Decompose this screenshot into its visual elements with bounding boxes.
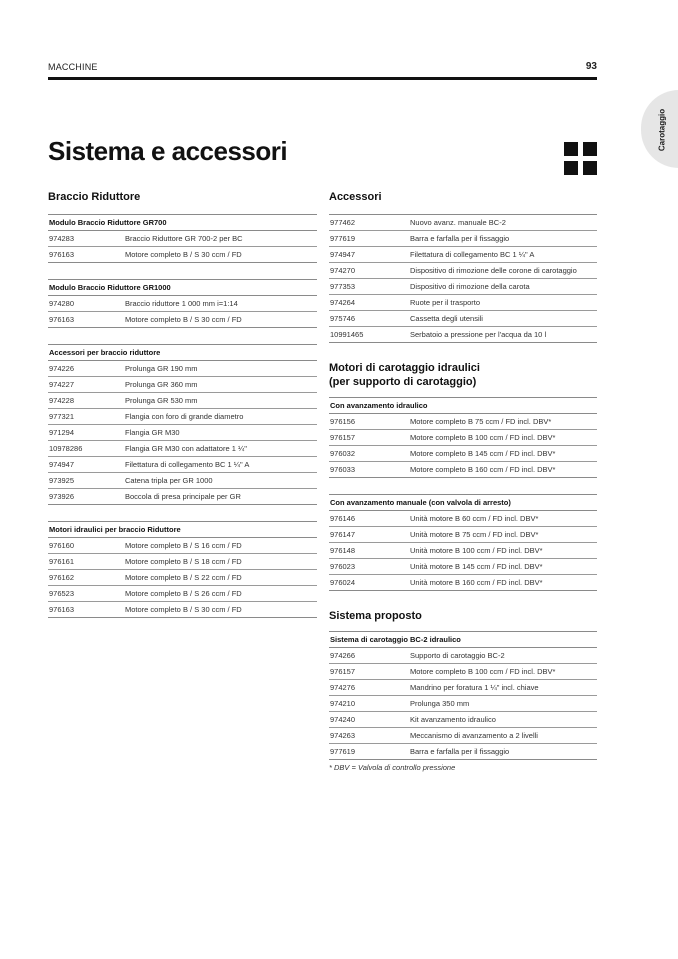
table-row [329,696,597,712]
item-description: Prolunga GR 530 mm [125,396,198,405]
section-title-accessori: Accessori [329,191,382,203]
item-code: 977462 [330,218,356,227]
item-code: 974947 [330,250,356,259]
left-column [48,190,317,618]
item-description: Kit avanzamento idraulico [410,715,496,724]
item-code: 977619 [330,234,356,243]
item-description: Catena tripla per GR 1000 [125,476,213,485]
table-heading: Modulo Braccio Riduttore GR700 [48,214,317,231]
table-row [48,377,317,393]
table-row [329,247,597,263]
item-description: Supporto di carotaggio BC-2 [410,651,505,660]
table-row [329,543,597,559]
table-heading: Modulo Braccio Riduttore GR1000 [48,279,317,296]
item-description: Filettatura di collegamento BC 1 ¼" A [410,250,535,259]
table-row [329,215,597,231]
item-description: Motore completo B 100 ccm / FD incl. DBV* [410,667,556,676]
table-row [329,728,597,744]
item-code: 976024 [330,578,356,587]
table-row [48,441,317,457]
item-description: Barra e farfalla per il fissaggio [410,747,510,756]
item-code: 976157 [330,433,356,442]
item-code: 974280 [49,299,75,308]
table-row [329,648,597,664]
table-row [329,263,597,279]
item-description: Cassetta degli utensili [410,314,483,323]
table-row [329,231,597,247]
item-code: 976162 [49,573,75,582]
item-description: Prolunga 350 mm [410,699,470,708]
item-description: Boccola di presa principale per GR [125,492,241,501]
product-table [48,521,317,618]
item-code: 971294 [49,428,75,437]
item-code: 976148 [330,546,356,555]
table-row [329,327,597,343]
item-code: 973925 [49,476,75,485]
table-row [329,680,597,696]
sistema-table [329,631,597,760]
table-row [329,446,597,462]
table-row [329,430,597,446]
right-column [329,190,597,772]
motori-title-line2: (per supporto di carotaggio) [329,376,477,388]
item-description: Braccio riduttore 1 000 mm i=1:14 [125,299,238,308]
item-code: 976163 [49,250,75,259]
footnote: * DBV = Valvola di controllo pressione [329,763,456,772]
table-row [329,575,597,591]
item-description: Ruote per il trasporto [410,298,481,307]
table-heading: Con avanzamento manuale (con valvola di arresto) [329,494,597,511]
item-description: Motore completo B / S 16 ccm / FD [125,541,242,550]
item-description: Flangia GR M30 [125,428,180,437]
product-table [48,214,317,263]
item-code: 974210 [330,699,356,708]
item-code: 977619 [330,747,356,756]
table-row [329,559,597,575]
item-description: Motore completo B 100 ccm / FD incl. DBV* [410,433,556,442]
item-code: 976156 [330,417,356,426]
table-row [48,473,317,489]
item-code: 976163 [49,315,75,324]
table-heading: Motori idraulici per braccio Riduttore [48,521,317,538]
item-description: Flangia con foro di grande diametro [125,412,244,421]
item-description: Barra e farfalla per il fissaggio [410,234,510,243]
table-row [48,231,317,247]
item-description: Motore completo B 145 ccm / FD incl. DBV* [410,449,556,458]
item-code: 977321 [49,412,75,421]
item-description: Motore completo B / S 30 ccm / FD [125,250,242,259]
side-tab-label: Carotaggio [657,108,667,152]
table-heading: Sistema di carotaggio BC-2 idraulico [329,631,597,648]
item-code: 974240 [330,715,356,724]
item-code: 974226 [49,364,75,373]
product-table [329,494,597,591]
item-code: 974228 [49,396,75,405]
section-title-motori [329,361,597,389]
item-code: 975746 [330,314,356,323]
item-description: Motore completo B / S 22 ccm / FD [125,573,242,582]
page-title: Sistema e accessori [48,136,288,166]
item-description: Flangia GR M30 con adattatore 1 ¼" [125,444,247,453]
table-row [48,538,317,554]
item-code: 976523 [49,589,75,598]
page-number: 93 [585,61,597,72]
item-description: Motore completo B / S 30 ccm / FD [125,315,242,324]
item-description: Motore completo B / S 18 ccm / FD [125,557,242,566]
item-description: Motore completo B 160 ccm / FD incl. DBV* [410,465,556,474]
section-label: MACCHINE [48,62,98,72]
table-row [329,712,597,728]
item-description: Filettatura di collegamento BC 1 ¼" A [125,460,250,469]
grid-four-squares-icon [564,142,597,175]
item-description: Nuovo avanz. manuale BC-2 [410,218,506,227]
item-code: 974270 [330,266,356,275]
item-description: Unità motore B 60 ccm / FD incl. DBV* [410,514,539,523]
item-code: 974263 [330,731,356,740]
product-table [48,344,317,505]
motori-title-line1: Motori di carotaggio idraulici [329,362,480,374]
item-code: 974276 [330,683,356,692]
item-code: 974227 [49,380,75,389]
table-row [48,570,317,586]
item-code: 976157 [330,667,356,676]
item-description: Motore completo B 75 ccm / FD incl. DBV* [410,417,552,426]
table-row [48,457,317,473]
product-table [329,397,597,478]
table-row [48,489,317,505]
table-row [329,295,597,311]
section-title-braccio-riduttore: Braccio Riduttore [48,191,141,203]
item-description: Unità motore B 145 ccm / FD incl. DBV* [410,562,543,571]
item-description: Dispositivo di rimozione della carota [410,282,530,291]
table-heading: Con avanzamento idraulico [329,397,597,414]
accessori-table [329,214,597,343]
item-description: Prolunga GR 190 mm [125,364,198,373]
table-row [48,247,317,263]
item-description: Mandrino per foratura 1 ¼" incl. chiave [410,683,539,692]
item-code: 973926 [49,492,75,501]
item-description: Braccio Riduttore GR 700-2 per BC [125,234,243,243]
table-row [48,312,317,328]
item-code: 976032 [330,449,356,458]
table-row [48,409,317,425]
product-table [48,279,317,328]
item-description: Dispositivo di rimozione delle corone di carotaggio [410,266,577,275]
item-description: Unità motore B 100 ccm / FD incl. DBV* [410,546,543,555]
item-code: 976160 [49,541,75,550]
item-description: Prolunga GR 360 mm [125,380,198,389]
item-description: Motore completo B / S 30 ccm / FD [125,605,242,614]
item-description: Meccanismo di avanzamento a 2 livelli [410,731,538,740]
item-code: 976033 [330,465,356,474]
table-row [48,602,317,618]
table-row [329,311,597,327]
table-row [329,279,597,295]
item-code: 976163 [49,605,75,614]
item-code: 976147 [330,530,356,539]
table-row [329,664,597,680]
item-description: Motore completo B / S 26 ccm / FD [125,589,242,598]
item-code: 10978286 [49,444,83,453]
header-divider [48,77,597,80]
table-row [329,462,597,478]
item-code: 976161 [49,557,75,566]
item-code: 10991465 [330,330,364,339]
item-code: 974264 [330,298,356,307]
table-row [48,393,317,409]
item-description: Unità motore B 160 ccm / FD incl. DBV* [410,578,543,587]
table-row [329,511,597,527]
table-row [329,527,597,543]
item-code: 974947 [49,460,75,469]
table-row [329,414,597,430]
table-row [48,296,317,312]
item-code: 976023 [330,562,356,571]
item-code: 977353 [330,282,356,291]
item-description: Serbatoio a pressione per l'acqua da 10 l [410,330,547,339]
item-code: 974266 [330,651,356,660]
table-row [48,425,317,441]
table-heading: Accessori per braccio riduttore [48,344,317,361]
table-row [48,554,317,570]
table-row [329,744,597,760]
item-code: 974283 [49,234,75,243]
item-code: 976146 [330,514,356,523]
table-row [48,361,317,377]
item-description: Unità motore B 75 ccm / FD incl. DBV* [410,530,539,539]
table-row [48,586,317,602]
section-title-sistema-proposto: Sistema proposto [329,610,422,622]
